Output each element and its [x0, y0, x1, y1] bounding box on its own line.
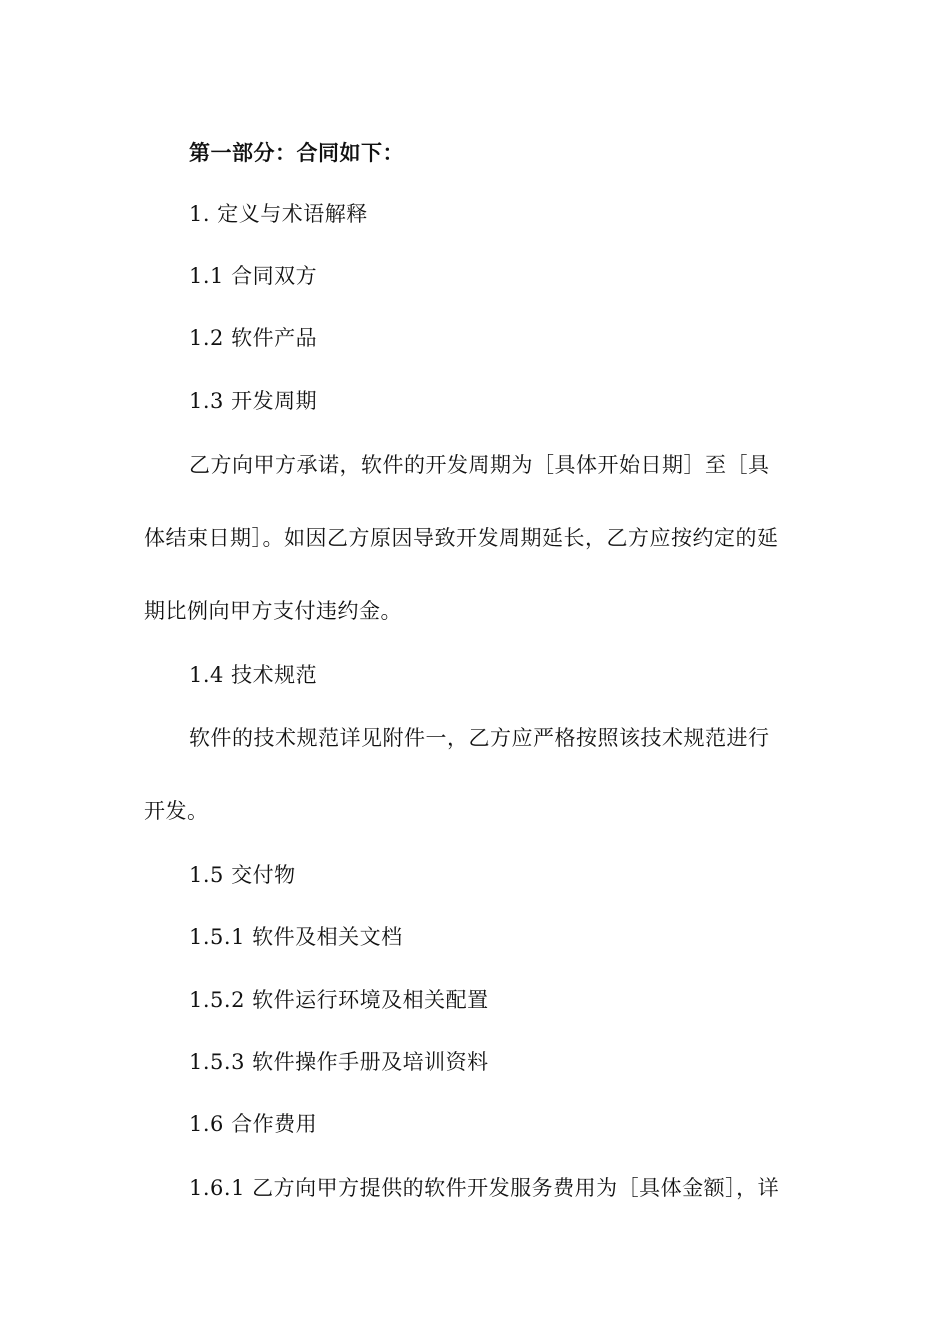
paragraph-line: 1.6.1 乙方向甲方提供的软件开发服务费用为［具体金额］，详 [189, 1176, 780, 1200]
clause-1-5-1-title: 1.5.1 软件及相关文档 [189, 925, 403, 949]
clause-1-5-3-title: 1.5.3 软件操作手册及培训资料 [189, 1050, 489, 1074]
paragraph-line: 开发。 [144, 799, 209, 823]
clause-1-4-title: 1.4 技术规范 [189, 663, 318, 687]
clause-1-3-title: 1.3 开发周期 [189, 389, 318, 413]
paragraph-line: 乙方向甲方承诺，软件的开发周期为［具体开始日期］至［具 [189, 453, 770, 477]
clause-1-6-title: 1.6 合作费用 [189, 1112, 318, 1136]
clause-1-5-2-title: 1.5.2 软件运行环境及相关配置 [189, 988, 489, 1012]
clause-1-2-title: 1.2 软件产品 [189, 326, 318, 350]
clause-1-1-title: 1.1 合同双方 [189, 264, 318, 288]
section-heading: 第一部分：合同如下： [189, 140, 404, 165]
clause-1-5-title: 1.5 交付物 [189, 863, 296, 887]
paragraph-line: 期比例向甲方支付违约金。 [144, 599, 402, 623]
clause-1-title: 1. 定义与术语解释 [189, 202, 368, 226]
paragraph-line: 软件的技术规范详见附件一，乙方应严格按照该技术规范进行 [189, 726, 770, 750]
paragraph-line: 体结束日期］。如因乙方原因导致开发周期延长，乙方应按约定的延 [144, 526, 779, 550]
